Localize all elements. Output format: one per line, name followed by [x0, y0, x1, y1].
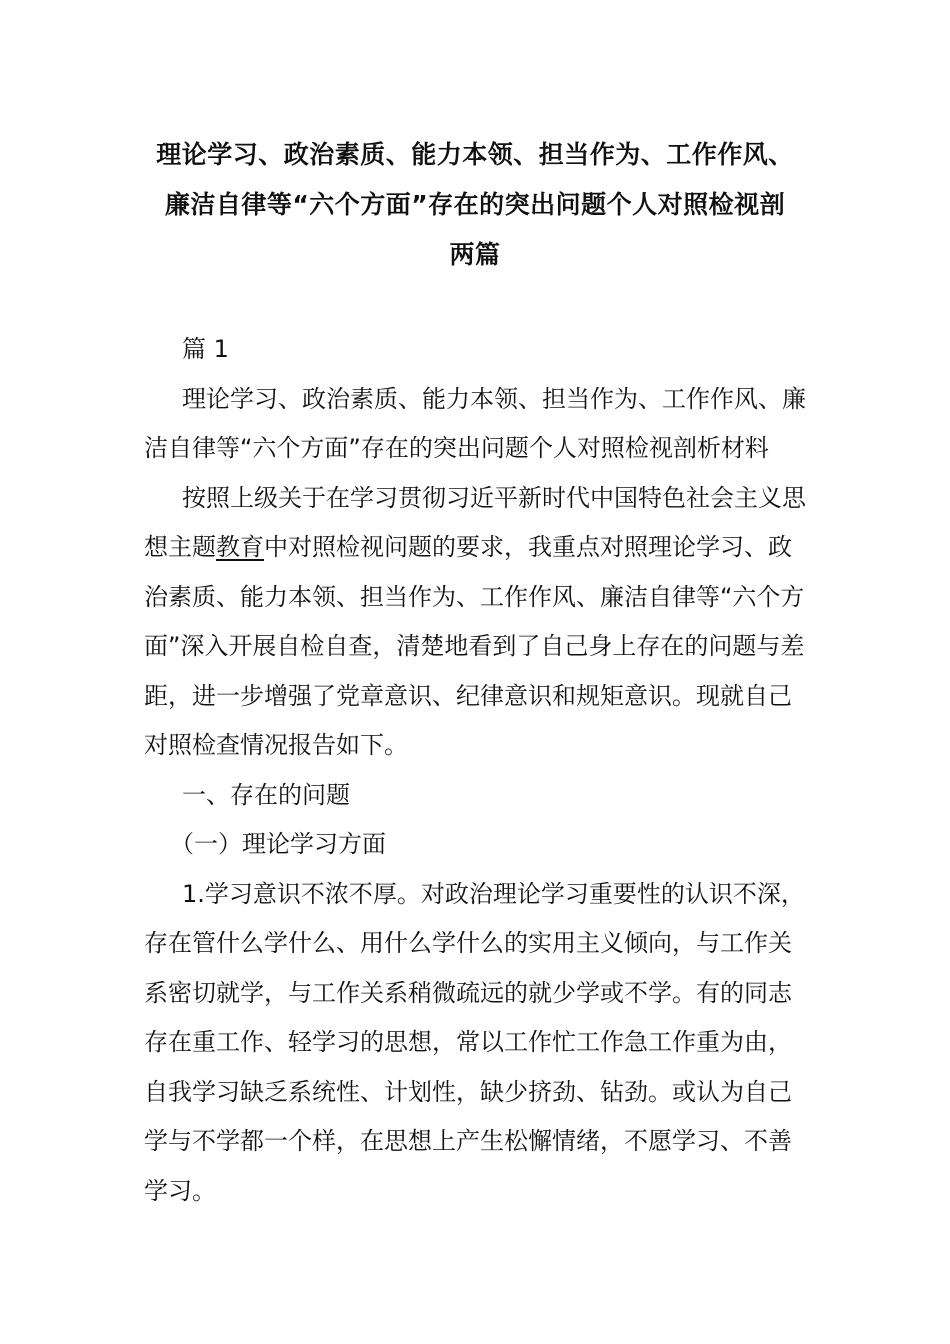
document-body	[144, 325, 808, 1216]
part-label: 篇 1	[182, 335, 229, 363]
item-1-line: 存在管什么学什么、用什么学什么的实用主义倾向，与工作关	[144, 929, 792, 957]
item-1-line: 存在重工作、轻学习的思想，常以工作忙工作急工作重为由，	[144, 1028, 792, 1056]
document-title	[120, 130, 830, 280]
item-1-line: 自我学习缺乏系统性、计划性，缺少挤劲、钻劲。或认为自己	[144, 1077, 792, 1106]
title-line: 两篇	[449, 240, 501, 269]
subtitle-line: 理论学习、政治素质、能力本领、担当作为、工作作风、廉	[182, 384, 806, 413]
item-1-paragraph	[144, 870, 808, 1217]
item-1-line: 学与不学都一个样，在思想上产生松懈情绪，不愿学习、不善	[144, 1127, 792, 1155]
item-1-line: 系密切就学，与工作关系稍微疏远的就少学或不学。有的同志	[144, 978, 792, 1007]
intro-line: 治素质、能力本领、担当作为、工作作风、廉洁自律等“六个方	[144, 582, 805, 611]
intro-line: 按照上级关于在学习贯彻习近平新时代中国特色社会主义思	[182, 483, 806, 512]
title-line: 理论学习、政治素质、能力本领、担当作为、工作作风、	[156, 140, 794, 169]
intro-paragraph	[144, 474, 808, 771]
item-1-line: 学习。	[144, 1176, 216, 1205]
intro-line: 对照检查情况报告如下。	[144, 731, 408, 759]
title-line: 廉洁自律等“六个方面”存在的突出问题个人对照检视剖	[164, 190, 786, 219]
subtitle-line: 洁自律等“六个方面”存在的突出问题个人对照检视剖析材料	[144, 434, 769, 462]
item-1-line: 1.学习意识不浓不厚。对政治理论学习重要性的认识不深，	[182, 879, 805, 908]
education-link[interactable]: 教育	[216, 533, 264, 561]
subsection-heading: （一）理论学习方面	[170, 830, 386, 858]
intro-line: 想主题教育中对照检视问题的要求，我重点对照理论学习、政	[144, 533, 792, 561]
section-heading: 一、存在的问题	[182, 780, 350, 809]
subtitle-paragraph	[144, 375, 808, 474]
intro-line: 距，进一步增强了党章意识、纪律意识和规矩意识。现就自己	[144, 681, 792, 710]
intro-line: 面”深入开展自检自查，清楚地看到了自己身上存在的问题与差	[144, 632, 805, 660]
